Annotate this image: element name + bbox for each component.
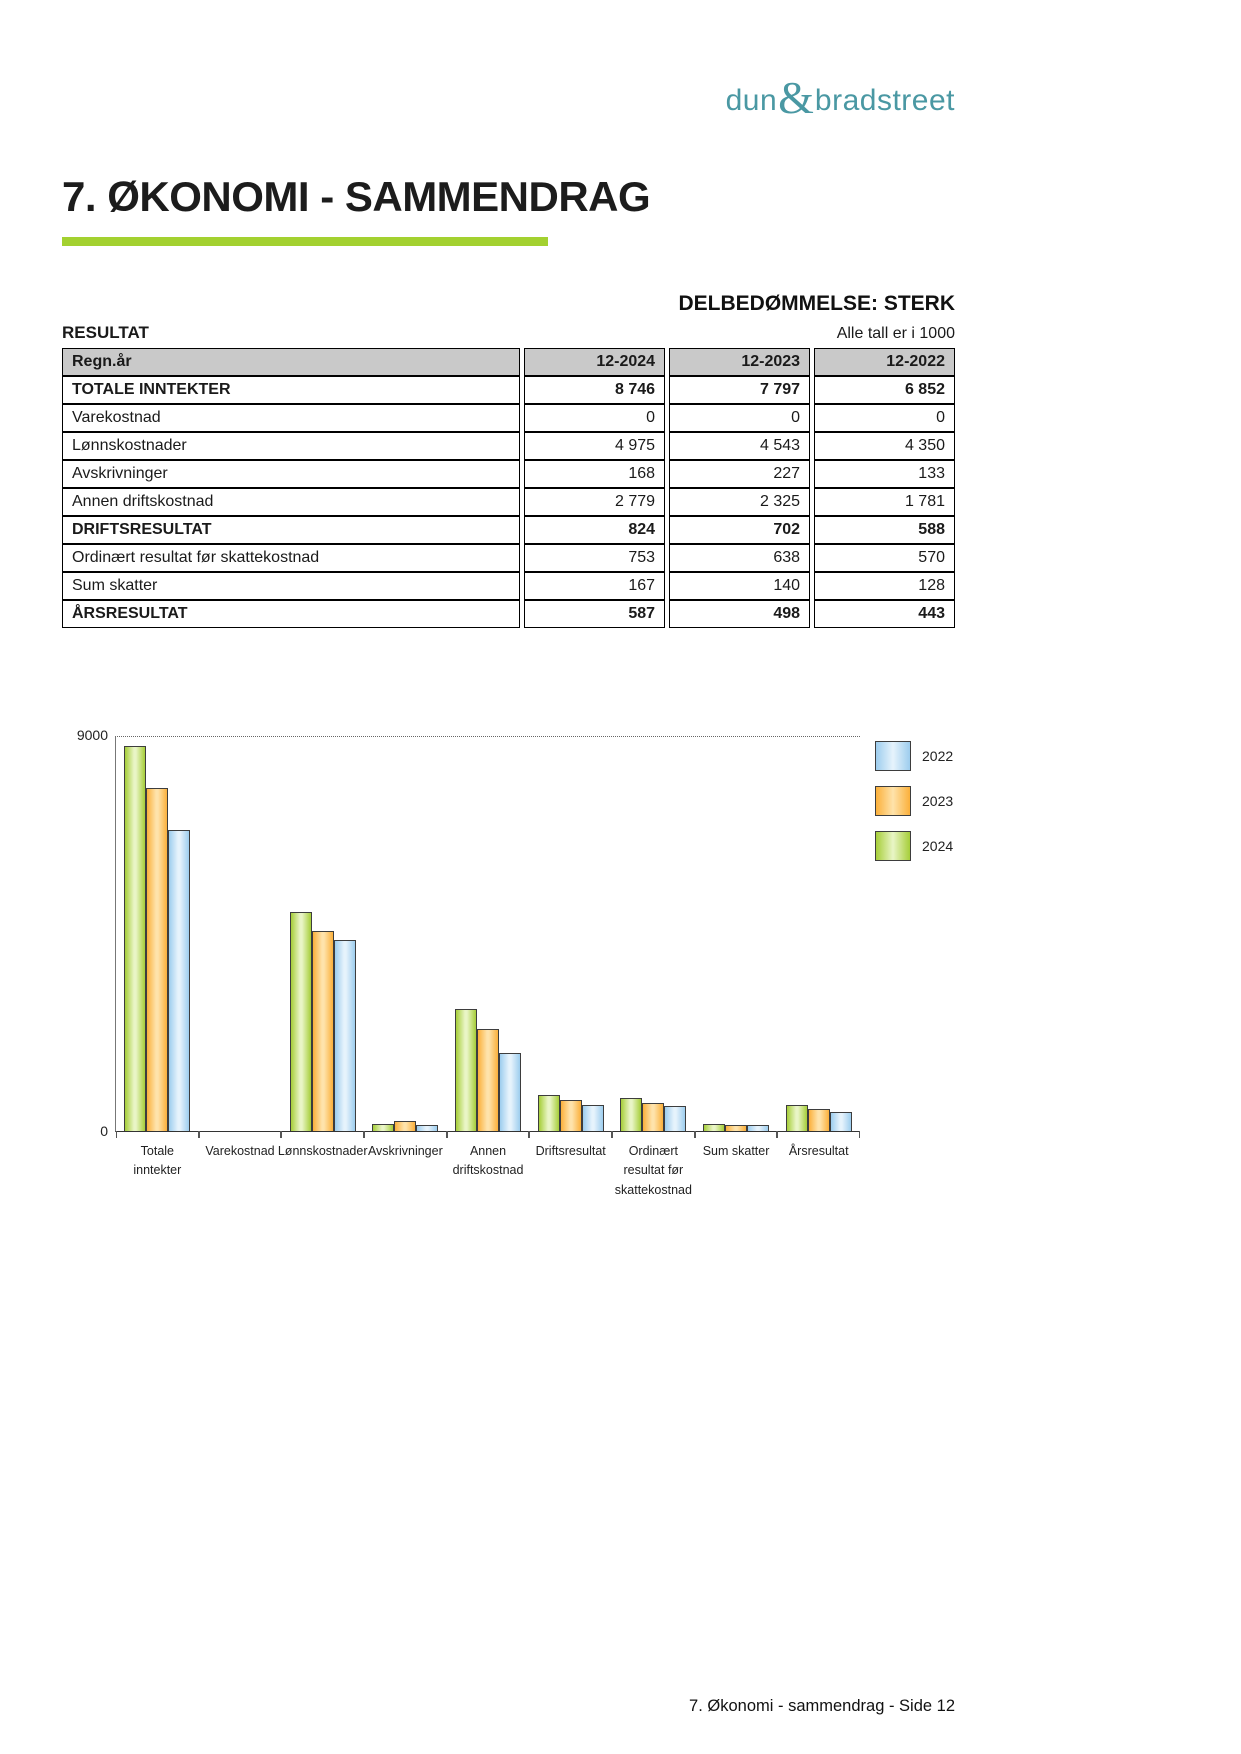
chart-category-group (199, 737, 282, 1158)
x-axis-label: Sum skatter (702, 1144, 770, 1158)
assessment-heading: DELBEDØMMELSE: STERK (678, 292, 955, 315)
row-value: 443 (814, 600, 955, 628)
chart-category-group (529, 737, 612, 1158)
row-label: Sum skatter (62, 572, 520, 600)
row-value: 0 (814, 404, 955, 432)
chart-plot-area (115, 736, 860, 1197)
legend-item (875, 741, 953, 771)
bar-2022 (830, 1112, 852, 1131)
row-value: 140 (669, 572, 810, 600)
row-value: 4 543 (669, 432, 810, 460)
bar-2024 (455, 1009, 477, 1131)
row-label: Lønnskostnader (62, 432, 520, 460)
row-value: 167 (524, 572, 665, 600)
logo-word-dun: dun (725, 84, 778, 117)
bar-2024 (372, 1124, 394, 1131)
row-label: Annen driftskostnad (62, 488, 520, 516)
x-axis-label: Lønnskostnader (277, 1144, 368, 1158)
row-value: 0 (524, 404, 665, 432)
chart-category-group (612, 737, 695, 1197)
chart-category-group (364, 737, 447, 1158)
row-value: 227 (669, 460, 810, 488)
bar-2024 (290, 912, 312, 1131)
row-value: 128 (814, 572, 955, 600)
row-value: 638 (669, 544, 810, 572)
row-value: 1 781 (814, 488, 955, 516)
table-caption-row (62, 323, 955, 343)
row-value: 0 (669, 404, 810, 432)
row-value: 587 (524, 600, 665, 628)
chart-category-group (777, 737, 860, 1158)
bar-2022 (664, 1106, 686, 1131)
table-row (62, 488, 955, 516)
row-value: 4 350 (814, 432, 955, 460)
x-axis-label: Ordinært resultat før skattekostnad (614, 1144, 692, 1197)
bar-2022 (168, 830, 190, 1131)
table-caption-resultat: RESULTAT (62, 323, 149, 342)
legend-label: 2022 (922, 748, 954, 764)
table-caption-units: Alle tall er i 1000 (836, 325, 955, 342)
bar-2023 (808, 1109, 830, 1131)
bar-chart (62, 727, 955, 1216)
bar-2023 (560, 1100, 582, 1131)
chart-legend (875, 741, 953, 861)
chart-category-group (695, 737, 778, 1158)
row-label: Varekostnad (62, 404, 520, 432)
x-axis-label: Avskrivninger (367, 1144, 443, 1158)
legend-label: 2024 (922, 838, 954, 854)
logo-ampersand-icon: & (778, 72, 814, 123)
bar-2022 (499, 1053, 521, 1131)
table-row (62, 516, 955, 544)
bar-2024 (620, 1098, 642, 1131)
row-value: 570 (814, 544, 955, 572)
column-header: Regn.år (62, 348, 520, 376)
x-axis-label: Årsresultat (788, 1144, 849, 1158)
bar-2022 (416, 1125, 438, 1131)
legend-swatch-2022 (875, 741, 911, 771)
table-row (62, 572, 955, 600)
row-value: 2 325 (669, 488, 810, 516)
financial-table-body (62, 376, 955, 628)
bar-2023 (477, 1029, 499, 1131)
title-underline (62, 237, 548, 246)
row-value: 7 797 (669, 376, 810, 404)
table-row (62, 404, 955, 432)
table-row (62, 544, 955, 572)
bar-2024 (703, 1124, 725, 1131)
row-value: 6 852 (814, 376, 955, 404)
legend-item (875, 786, 953, 816)
x-axis-label: Annen driftskostnad (452, 1144, 524, 1178)
row-value: 498 (669, 600, 810, 628)
table-row (62, 460, 955, 488)
bar-2024 (786, 1105, 808, 1131)
legend-label: 2023 (922, 793, 954, 809)
bar-2022 (747, 1125, 769, 1131)
chart-category-group (277, 737, 368, 1158)
column-header: 12-2022 (814, 348, 955, 376)
bar-2023 (146, 788, 168, 1131)
row-value: 4 975 (524, 432, 665, 460)
row-value: 753 (524, 544, 665, 572)
bar-2022 (334, 940, 356, 1131)
y-axis-tick-label-max: 9000 (76, 727, 108, 743)
y-axis-tick-label-zero: 0 (100, 1123, 108, 1139)
row-value: 588 (814, 516, 955, 544)
bar-2023 (312, 931, 334, 1131)
x-axis-label: Varekostnad (205, 1144, 275, 1158)
x-axis-label: Driftsresultat (535, 1144, 606, 1158)
column-header: 12-2023 (669, 348, 810, 376)
row-value: 702 (669, 516, 810, 544)
x-axis-label: Totale inntekter (133, 1144, 182, 1178)
financial-table (58, 348, 959, 628)
bar-2024 (124, 746, 146, 1131)
row-label: TOTALE INNTEKTER (62, 376, 520, 404)
header-row (62, 0, 955, 121)
legend-swatch-2023 (875, 786, 911, 816)
financial-table-head-row (62, 348, 955, 376)
page-footer: 7. Økonomi - sammendrag - Side 12 (689, 1697, 955, 1715)
table-row (62, 376, 955, 404)
legend-swatch-2024 (875, 831, 911, 861)
row-label: Avskrivninger (62, 460, 520, 488)
bar-2023 (725, 1125, 747, 1131)
page-title: 7. ØKONOMI - SAMMENDRAG (62, 173, 651, 220)
row-value: 2 779 (524, 488, 665, 516)
table-row (62, 432, 955, 460)
row-label: ÅRSRESULTAT (62, 600, 520, 628)
row-label: DRIFTSRESULTAT (62, 516, 520, 544)
row-value: 133 (814, 460, 955, 488)
column-header: 12-2024 (524, 348, 665, 376)
logo-word-bradstreet: bradstreet (814, 84, 955, 117)
chart-groups (116, 737, 860, 1197)
legend-item (875, 831, 953, 861)
bar-2024 (538, 1095, 560, 1131)
dun-bradstreet-logo (726, 68, 955, 121)
table-row (62, 600, 955, 628)
row-label: Ordinært resultat før skattekostnad (62, 544, 520, 572)
row-value: 168 (524, 460, 665, 488)
bar-2023 (642, 1103, 664, 1131)
chart-category-group (116, 737, 199, 1178)
row-value: 824 (524, 516, 665, 544)
bar-2022 (582, 1105, 604, 1131)
bar-2023 (394, 1121, 416, 1131)
chart-category-group (447, 737, 530, 1178)
row-value: 8 746 (524, 376, 665, 404)
